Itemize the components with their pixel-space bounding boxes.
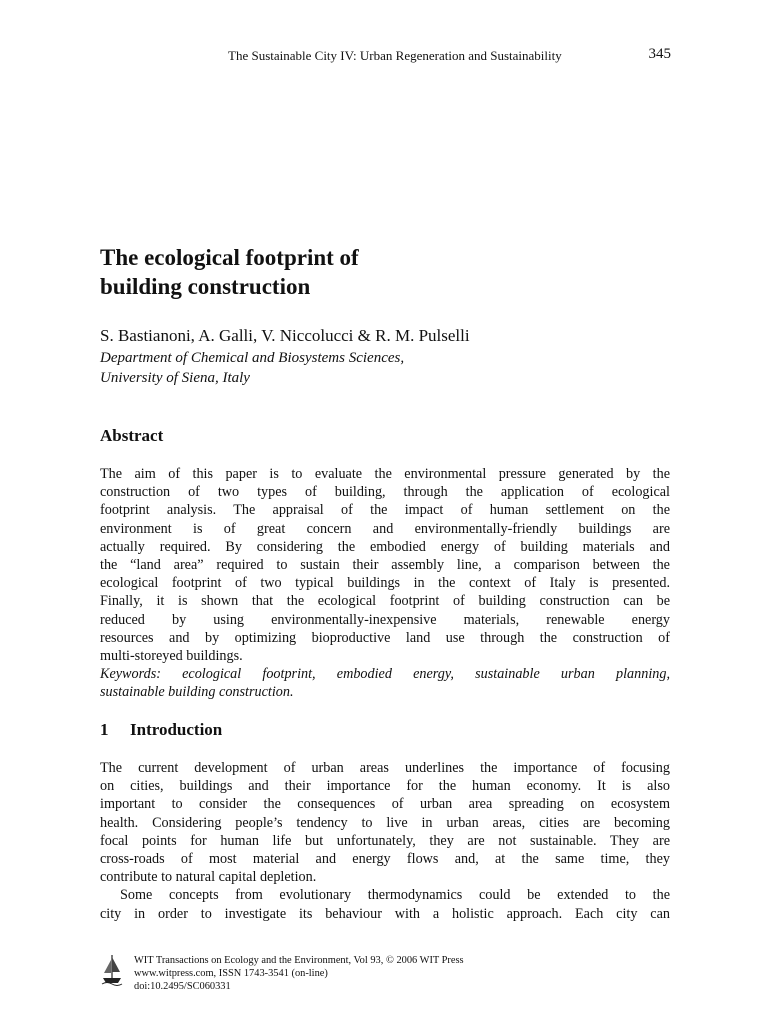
affiliation — [100, 348, 404, 388]
abstract-line: multi-storeyed buildings. — [100, 647, 243, 664]
abstract-heading: Abstract — [100, 426, 164, 445]
intro-line: Some concepts from evolutionary thermodynamics could be extended to the — [120, 887, 670, 904]
keywords-line-1: Keywords: ecological footprint, embodied energy, sustainable urban planning, — [100, 666, 670, 683]
abstract-line: Finally, it is shown that the ecological footprint of building construction can be — [100, 593, 670, 610]
affiliation-line-1: Department of Chemical and Biosystems Sciences, — [100, 350, 405, 366]
paper-title-line-1: The ecological footprint of — [100, 245, 359, 270]
affiliation-line-2: University of Siena, Italy — [100, 370, 250, 386]
intro-line: focal points for human life but unfortunately, they are not sustainable. They are — [100, 832, 670, 849]
intro-line: The current development of urban areas underlines the importance of focusing — [100, 760, 670, 776]
abstract-body — [100, 465, 670, 701]
author-list: S. Bastianoni, A. Galli, V. Niccolucci & R. M. Pulselli — [100, 326, 470, 345]
introduction-heading — [100, 720, 222, 740]
footer-text — [134, 954, 464, 993]
paper-title — [100, 243, 660, 301]
section-title: Introduction — [130, 720, 223, 739]
intro-line: city in order to investigate its behaviour with a holistic approach. Each city can — [100, 905, 670, 922]
footer-website: www.witpress.com, ISSN 1743-3541 (on-line) — [134, 968, 328, 979]
section-number: 1 — [100, 720, 109, 739]
abstract-line: environment is of great concern and environmentally-friendly buildings are — [100, 520, 670, 537]
wit-press-logo-icon — [100, 951, 124, 987]
intro-line: cross-roads of most material and energy flows and, at the same time, they — [100, 850, 670, 867]
footer-journal: WIT Transactions on Ecology and the Environment, Vol 93, © 2006 WIT Press — [134, 955, 464, 966]
intro-line: contribute to natural capital depletion. — [100, 869, 317, 886]
introduction-body — [100, 759, 670, 923]
abstract-line: resources and by optimizing bioproductive land use through the construction of — [100, 629, 670, 646]
intro-line: important to consider the consequences of urban area spreading on ecosystem — [100, 796, 670, 813]
page-number: 345 — [648, 46, 671, 62]
footer-doi: doi:10.2495/SC060331 — [134, 981, 231, 992]
abstract-line: ecological footprint of two typical buildings in the context of Italy is presented. — [100, 575, 670, 592]
page-footer — [100, 951, 670, 1011]
paper-title-line-2: building construction — [100, 274, 311, 299]
abstract-line: actually required. By considering the embodied energy of building materials and — [100, 538, 670, 555]
keywords-line-2: sustainable building construction. — [100, 684, 294, 701]
intro-line: health. Considering people’s tendency to live in urban areas, cities are becoming — [100, 814, 670, 831]
abstract-line: The aim of this paper is to evaluate the environmental pressure generated by the — [100, 466, 670, 482]
intro-line: on cities, buildings and their importance for the human economy. It is also — [100, 778, 670, 795]
abstract-line: footprint analysis. The appraisal of the impact of human settlement on the — [100, 502, 670, 519]
abstract-line: reduced by using environmentally-inexpensive materials, renewable energy — [100, 611, 670, 628]
abstract-line: construction of two types of building, through the application of ecological — [100, 484, 670, 501]
abstract-line: the “land area” required to sustain their assembly line, a comparison between the — [100, 556, 670, 573]
running-title: The Sustainable City IV: Urban Regeneration and Sustainability — [228, 48, 562, 63]
